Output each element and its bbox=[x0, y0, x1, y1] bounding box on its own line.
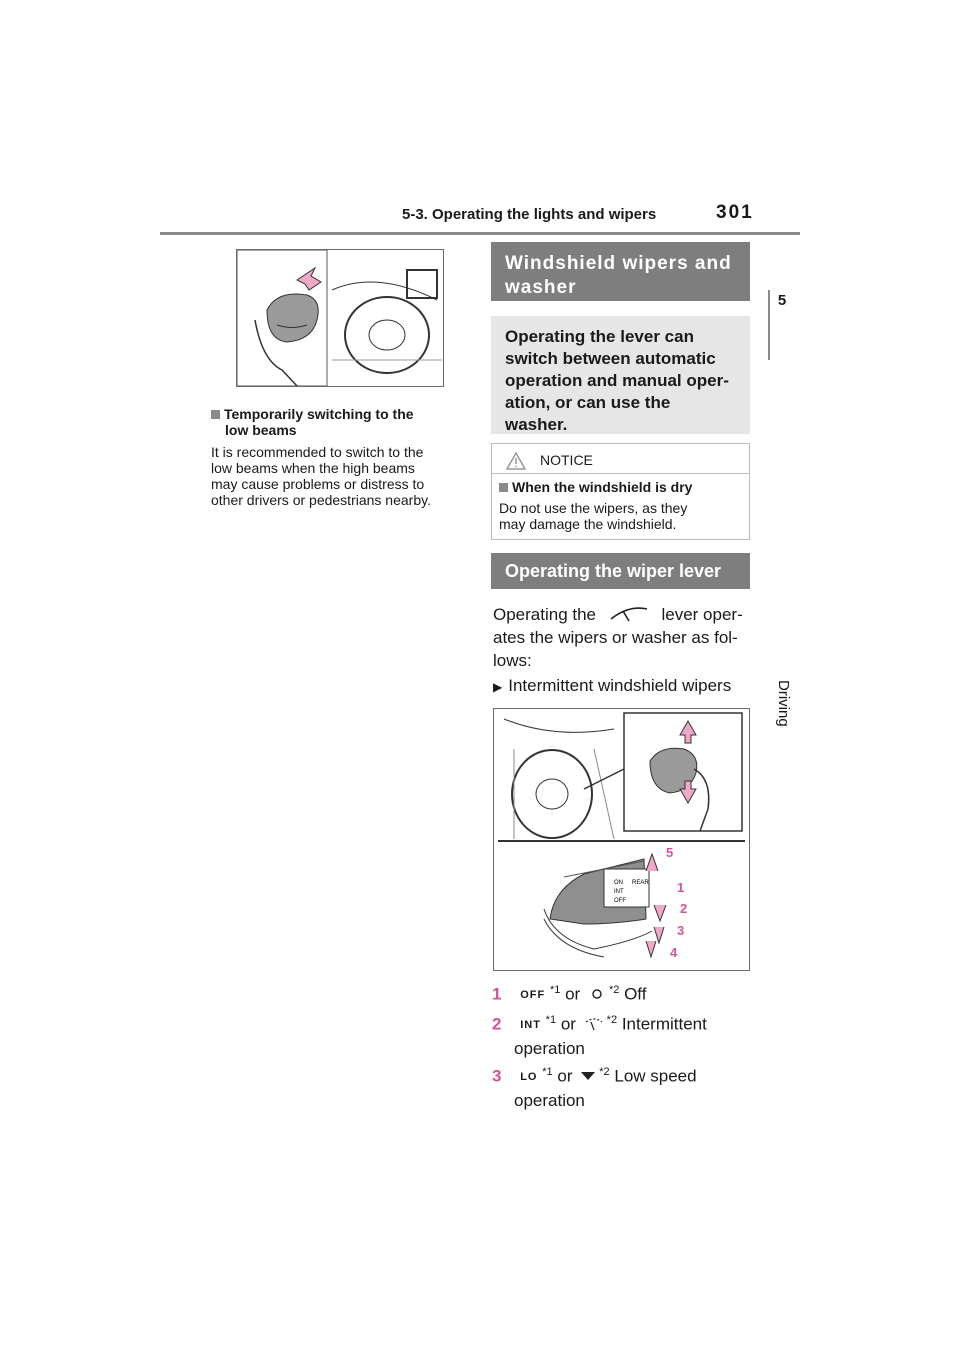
callout-3: 3 bbox=[677, 923, 685, 938]
lever-intro-line2: ates the wipers or washer as fol- bbox=[493, 628, 738, 647]
item-desc-line2: operation bbox=[514, 1090, 585, 1110]
notice-text bbox=[499, 500, 687, 532]
footnote-ref: *2 bbox=[608, 984, 620, 996]
off-circle-icon bbox=[589, 987, 605, 1001]
list-item bbox=[492, 1061, 752, 1112]
chapter-name-text: Driving bbox=[775, 680, 792, 727]
notice-divider bbox=[492, 473, 749, 474]
lever-intro-part-a: Operating the bbox=[493, 605, 597, 624]
notice-box bbox=[491, 443, 750, 540]
item-number: 1 bbox=[492, 984, 502, 1004]
item-desc: Off bbox=[624, 984, 647, 1004]
wiper-lever-figure bbox=[493, 708, 750, 971]
notice-label: NOTICE bbox=[540, 452, 593, 468]
lo-chip: LO bbox=[520, 1070, 538, 1083]
lever-rear-label: REAR bbox=[632, 880, 649, 886]
intermittent-wiper-icon bbox=[583, 1016, 605, 1032]
footnote-ref: *1 bbox=[545, 1014, 557, 1026]
page-number: 301 bbox=[716, 202, 754, 223]
low-beams-paragraph-line: It is recommended to switch to the bbox=[211, 444, 424, 460]
wipers-intro-line: ation, or can use the bbox=[505, 393, 671, 412]
wipers-intro-box bbox=[491, 316, 750, 434]
chapter-number: 5 bbox=[777, 292, 787, 309]
footnote-ref: *1 bbox=[549, 984, 561, 996]
list-item bbox=[492, 1009, 752, 1060]
footnote-ref: *2 bbox=[599, 1066, 610, 1078]
or-text: or bbox=[560, 1014, 576, 1034]
list-item bbox=[492, 979, 646, 1007]
wipers-intro-line: Operating the lever can bbox=[505, 327, 694, 346]
callout-5: 5 bbox=[666, 845, 674, 860]
or-text: or bbox=[565, 984, 581, 1004]
item-number: 2 bbox=[492, 1014, 502, 1034]
square-bullet-icon bbox=[499, 483, 508, 492]
low-speed-triangle-icon bbox=[579, 1070, 597, 1082]
wiper-lever-heading-text: Operating the wiper lever bbox=[505, 561, 722, 581]
lever-intro-line3: lows: bbox=[493, 651, 532, 670]
low-beams-subheading bbox=[211, 406, 471, 438]
low-beams-paragraph-line: may cause problems or distress to bbox=[211, 476, 425, 492]
lever-off-label: OFF bbox=[614, 898, 626, 904]
lever-intro-part-b: lever oper- bbox=[661, 605, 743, 624]
wipers-section-heading bbox=[491, 242, 750, 301]
notice-text-line2: may damage the windshield. bbox=[499, 516, 677, 532]
wipers-intro-line: washer. bbox=[505, 415, 568, 434]
wipers-section-heading-line2: washer bbox=[505, 277, 577, 298]
warning-triangle-icon bbox=[506, 452, 526, 470]
callout-1: 1 bbox=[677, 880, 685, 895]
low-beams-paragraph bbox=[211, 444, 471, 508]
lever-intro-line1 bbox=[493, 603, 755, 626]
wipers-intro-line: operation and manual oper- bbox=[505, 371, 729, 390]
item-desc-line2: operation bbox=[514, 1038, 585, 1058]
header-rule bbox=[160, 232, 800, 235]
lever-on-label: ON bbox=[614, 880, 623, 886]
wipers-section-heading-line1: Windshield wipers and bbox=[505, 253, 732, 274]
footnote-ref: *1 bbox=[542, 1066, 553, 1078]
notice-text-line1: Do not use the wipers, as they bbox=[499, 500, 688, 516]
callout-4: 4 bbox=[670, 945, 678, 960]
lever-intro bbox=[493, 603, 755, 672]
section-title: 5-3. Operating the lights and wipers bbox=[402, 206, 657, 223]
square-bullet-icon bbox=[211, 410, 220, 419]
off-chip: OFF bbox=[520, 988, 546, 1001]
wiper-lever-heading bbox=[491, 553, 750, 589]
wipers-intro-line: switch between automatic bbox=[505, 349, 716, 368]
low-beams-subheading-line2: low beams bbox=[225, 422, 297, 438]
headlight-lever-illustration bbox=[237, 250, 443, 386]
item-desc: Low speed bbox=[614, 1066, 697, 1086]
or-text: or bbox=[557, 1066, 573, 1086]
notice-subheading bbox=[499, 479, 692, 495]
low-beams-subheading-line1: Temporarily switching to the bbox=[224, 406, 414, 422]
footnote-ref: *2 bbox=[606, 1014, 618, 1026]
wiper-icon bbox=[607, 603, 651, 623]
item-desc: Intermittent bbox=[621, 1014, 707, 1034]
wiper-lever-illustration bbox=[494, 709, 749, 970]
item-number: 3 bbox=[492, 1066, 502, 1086]
low-beams-paragraph-line: low beams when the high beams bbox=[211, 460, 415, 476]
callout-2: 2 bbox=[680, 901, 688, 916]
int-chip: INT bbox=[520, 1018, 541, 1031]
lever-int-label: INT bbox=[614, 889, 624, 895]
intermittent-bullet-text: Intermittent windshield wipers bbox=[508, 676, 732, 695]
notice-subheading-text: When the windshield is dry bbox=[512, 479, 693, 495]
bullet-arrow-icon: ▶ bbox=[493, 680, 503, 694]
intermittent-bullet bbox=[493, 674, 731, 699]
headlight-lever-figure bbox=[236, 249, 444, 387]
low-beams-paragraph-line: other drivers or pedestrians nearby. bbox=[211, 492, 431, 508]
